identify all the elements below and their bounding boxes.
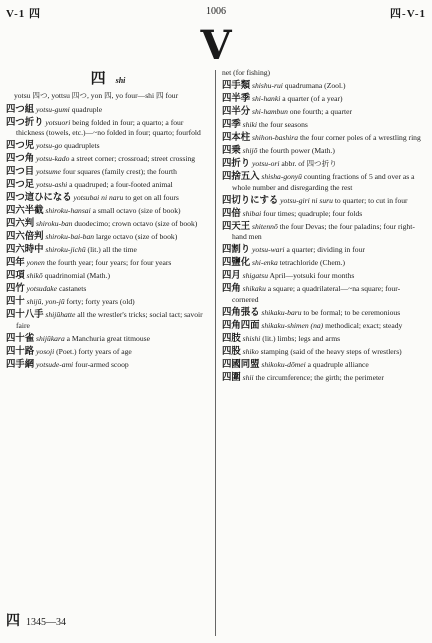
dictionary-entry <box>6 193 210 204</box>
entry-kanji: 四倍 <box>222 207 241 219</box>
dictionary-entry <box>6 232 210 243</box>
entry-kanji: 四捨五入 <box>222 170 260 182</box>
entry-definition: a quarter; dividing in four <box>284 245 365 255</box>
entry-romaji: yotsude-ami <box>36 359 74 369</box>
entry-kanji: 四つ児 <box>6 140 35 152</box>
entry-kanji: 四切りにする <box>222 194 279 206</box>
entry-definition: April—yotsuki four months <box>268 271 355 281</box>
dictionary-entry <box>6 141 210 152</box>
entry-kanji: 四十 <box>6 296 25 308</box>
entry-kanji: 四股 <box>222 346 241 358</box>
dictionary-entry <box>6 154 210 165</box>
entry-romaji: shikoku-dōmei <box>261 360 306 370</box>
entry-definition: methodical; exact; steady <box>323 321 403 331</box>
entry-romaji: shiroku-ban <box>36 219 73 229</box>
footer-kanji: 四 <box>6 613 20 629</box>
entry-kanji: 四圍 <box>222 372 241 384</box>
entry-romaji: shitennō <box>252 221 278 231</box>
entry-kanji: 四手網 <box>6 358 35 370</box>
entry-kanji: 四鹽化 <box>222 257 251 269</box>
entry-romaji: shijūkara <box>36 333 65 343</box>
entry-definition: net (for fishing) <box>222 68 271 77</box>
dictionary-entry <box>222 120 426 131</box>
entry-romaji: shijūhatte <box>45 310 76 320</box>
entry-romaji: yotsu-ashi <box>36 180 68 190</box>
column-divider <box>215 70 216 636</box>
entry-romaji: shibai <box>242 208 262 218</box>
entry-definition: counting fractions of 5 and over as a whole number and disregarding the rest <box>232 171 415 192</box>
header-right: 四-V-1 <box>390 8 426 20</box>
entry-kanji: 四つ這ひになる <box>6 192 72 204</box>
entry-romaji: yotsu-go <box>36 141 63 151</box>
dictionary-entry <box>6 360 210 371</box>
entry-romaji: shihon-bashira <box>252 132 299 142</box>
entry-kanji: 四竹 <box>6 283 25 295</box>
entry-definition: a quadruped; a four-footed animal <box>67 180 173 190</box>
entry-kanji: 四月 <box>222 270 241 282</box>
entry-definition: the fourth year; four years; for four years <box>44 258 172 268</box>
entry-kanji: 四肢 <box>222 333 241 345</box>
entry-romaji: shikaku-baru <box>261 308 302 318</box>
dictionary-entry <box>222 222 426 244</box>
entry-definition: a quarter (of a year) <box>280 93 343 103</box>
dictionary-entry <box>222 146 426 157</box>
entry-romaji: shiroku-hansai <box>45 206 91 216</box>
entry-definition: (Poet.) forty years of age <box>54 346 132 356</box>
left-column <box>6 70 210 373</box>
entry-definition: all the wrestler's tricks; social tact; savoir faire <box>16 310 203 330</box>
entry-definition: a street corner; crossroad; street crossing <box>69 154 196 164</box>
dictionary-entry <box>222 258 426 269</box>
dictionary-entry <box>6 219 210 230</box>
entry-definition: the circumference; the girth; the perimeter <box>253 373 384 383</box>
entry-kanji: 四角張る <box>222 307 260 319</box>
entry-kanji: 四半季 <box>222 92 251 104</box>
entry-definition: quadruplets <box>62 141 100 151</box>
entry-definition: abbr. of 四つ折り <box>279 158 337 168</box>
entry-definition: the four Devas; the four paladins; four right-hand men <box>232 221 415 242</box>
dictionary-entry <box>222 107 426 118</box>
entry-kanji: 四國同盟 <box>222 359 260 371</box>
page-number: 1006 <box>206 6 226 17</box>
headword-readings: yotsu 四つ, yottsu 四つ, yon 四, yo four—shi 四 four <box>14 90 179 100</box>
entry-romaji: shikō <box>26 271 43 281</box>
entry-romaji: yotsuori <box>45 117 71 127</box>
entry-kanji: 四項 <box>6 270 25 282</box>
right-column <box>222 68 426 386</box>
dictionary-entry <box>222 133 426 144</box>
dictionary-entry <box>6 180 210 191</box>
entry-definition: a square; a quadrilateral—~na square; four-cornered <box>232 284 401 305</box>
entry-definition: large octavo (size of book) <box>94 232 178 242</box>
entry-kanji: 四十八手 <box>6 309 44 321</box>
dictionary-entry <box>222 172 426 194</box>
entry-romaji: shishu-rui <box>252 80 283 90</box>
entry-definition: stamping (said of the heavy steps of wrestlers) <box>258 347 402 357</box>
entry-romaji: shijō <box>242 145 258 155</box>
entry-romaji: yotsu-giri ni suru <box>280 195 333 205</box>
entry-definition: being folded in four; a quarto; a four thickness (towels, etc.)—~no folded in four; quarto; fourfold <box>16 117 201 138</box>
entry-romaji: yotsu-ori <box>252 158 280 168</box>
entry-kanji: 四割り <box>222 244 251 256</box>
headword-romaji: shi <box>115 76 126 85</box>
entry-definition: castanets <box>57 284 87 294</box>
dictionary-entry <box>6 334 210 345</box>
entry-definition: quadruple <box>69 104 103 114</box>
entry-romaji: yotsu-wari <box>252 245 285 255</box>
entry-kanji: 四六時中 <box>6 244 44 256</box>
entry-romaji: shi-hanki <box>252 93 281 103</box>
entry-romaji: shikaku-shimen (na) <box>261 321 324 331</box>
entry-definition: tetrachloride (Chem.) <box>277 258 346 268</box>
entry-kanji: 四つ足 <box>6 179 35 191</box>
entry-kanji: 四乗 <box>222 144 241 156</box>
dictionary-entry <box>222 334 426 345</box>
entry-definition: forty; forty years (old) <box>64 297 135 307</box>
dictionary-entry <box>6 206 210 217</box>
entry-kanji: 四六半截 <box>6 205 44 217</box>
headword-kanji: 四 <box>90 71 106 87</box>
entry-definition: four times; quadruple; four folds <box>261 208 363 218</box>
dictionary-entry <box>222 159 426 170</box>
entry-kanji: 四角四面 <box>222 320 260 332</box>
footer-code: 1345—34 <box>26 617 66 628</box>
entry-definition: to quarter; to cut in four <box>332 195 408 205</box>
dictionary-entry <box>6 297 210 308</box>
dictionary-entry <box>6 310 210 332</box>
entry-kanji: 四十雀 <box>6 332 35 344</box>
entry-kanji: 四手類 <box>222 79 251 91</box>
entry-romaji: yotsume <box>36 167 61 177</box>
entry-kanji: 四半分 <box>222 105 251 117</box>
entry-definition: four squares (family crest); the fourth <box>60 167 177 177</box>
entry-romaji: shigatsu <box>242 271 268 281</box>
entry-romaji: shisha-gonyū <box>261 171 302 181</box>
entry-romaji: shiroku-bai-ban <box>45 232 95 242</box>
entry-definition: duodecimo; crown octavo (size of book) <box>72 219 198 229</box>
entry-definition: the four seasons <box>257 119 308 129</box>
dictionary-entry <box>6 271 210 282</box>
dictionary-entry <box>6 167 210 178</box>
entry-romaji: shiki <box>242 119 258 129</box>
entry-definition: to get on all fours <box>123 193 179 203</box>
dictionary-entry <box>222 196 426 207</box>
entry-definition: a Manchuria great titmouse <box>64 333 150 343</box>
entry-definition: (lit.) limbs; legs and arms <box>260 334 341 344</box>
entry-romaji: yosoji <box>36 346 55 356</box>
entry-kanji: 四本柱 <box>222 131 251 143</box>
entry-definition: a small octavo (size of book) <box>90 206 181 216</box>
dictionary-entry <box>222 308 426 319</box>
entry-kanji: 四天王 <box>222 220 251 232</box>
entry-kanji: 四つ折り <box>6 116 44 128</box>
entry-romaji: yotsu-kado <box>36 154 70 164</box>
dictionary-entry <box>222 373 426 384</box>
entry-romaji: shiroku-jichū <box>45 245 86 255</box>
left-entry-list <box>6 105 210 371</box>
entry-romaji: yotsu-gumi <box>36 104 70 114</box>
entry-definition: quadrumana (Zool.) <box>282 80 346 90</box>
entry-romaji: shi-enka <box>252 258 278 268</box>
entry-definition: quadrinomial (Math.) <box>42 271 110 281</box>
entry-definition: one fourth; a quarter <box>287 106 353 116</box>
entry-kanji: 四折り <box>222 157 251 169</box>
dictionary-entry <box>222 271 426 282</box>
section-letter: V <box>200 22 232 69</box>
entry-romaji: yotsudake <box>26 284 58 294</box>
entry-kanji: 四十路 <box>6 345 35 357</box>
entry-kanji: 四つ角 <box>6 153 35 165</box>
entry-definition: the fourth power (Math.) <box>257 145 335 155</box>
dictionary-entry <box>6 105 210 116</box>
entry-romaji: shi-hambun <box>252 106 288 116</box>
dictionary-entry <box>6 347 210 358</box>
dictionary-entry <box>222 321 426 332</box>
entry-definition: to be formal; to be ceremonious <box>301 308 401 318</box>
dictionary-entry <box>222 284 426 306</box>
entry-kanji: 四六倍判 <box>6 231 44 243</box>
page-header <box>0 0 432 22</box>
entry-romaji: shijū, yon-jū <box>26 297 65 307</box>
entry-romaji: yotsubai ni naru <box>73 193 124 203</box>
entry-romaji: shikaku <box>242 284 266 294</box>
dictionary-entry <box>222 81 426 92</box>
entry-definition: a quadruple alliance <box>305 360 369 370</box>
entry-definition: the four corner poles of a wrestling ring <box>298 132 421 142</box>
entry-romaji: shii <box>242 373 254 383</box>
entry-kanji: 四角 <box>222 283 241 295</box>
entry-romaji: shiko <box>242 347 259 357</box>
page-footer <box>6 610 66 630</box>
dictionary-entry <box>6 258 210 269</box>
dictionary-entry <box>222 347 426 358</box>
entry-definition: (lit.) all the time <box>85 245 137 255</box>
header-left: V-1 四 <box>6 8 42 20</box>
dictionary-entry <box>222 360 426 371</box>
dictionary-entry <box>6 245 210 256</box>
right-entry-list <box>222 68 426 384</box>
dictionary-entry <box>222 245 426 256</box>
dictionary-entry <box>6 284 210 295</box>
entry-kanji: 四つ目 <box>6 166 35 178</box>
entry-kanji: 四季 <box>222 118 241 130</box>
dictionary-entry <box>222 68 426 79</box>
dictionary-entry <box>6 118 210 140</box>
entry-romaji: yonen <box>26 258 45 268</box>
dictionary-entry <box>222 209 426 220</box>
entry-romaji: shishi <box>242 334 261 344</box>
headword <box>6 71 210 87</box>
dictionary-entry <box>222 94 426 105</box>
entry-kanji: 四年 <box>6 257 25 269</box>
entry-kanji: 四六判 <box>6 218 35 230</box>
entry-kanji: 四つ組 <box>6 103 35 115</box>
entry-definition: four-armed scoop <box>73 359 129 369</box>
